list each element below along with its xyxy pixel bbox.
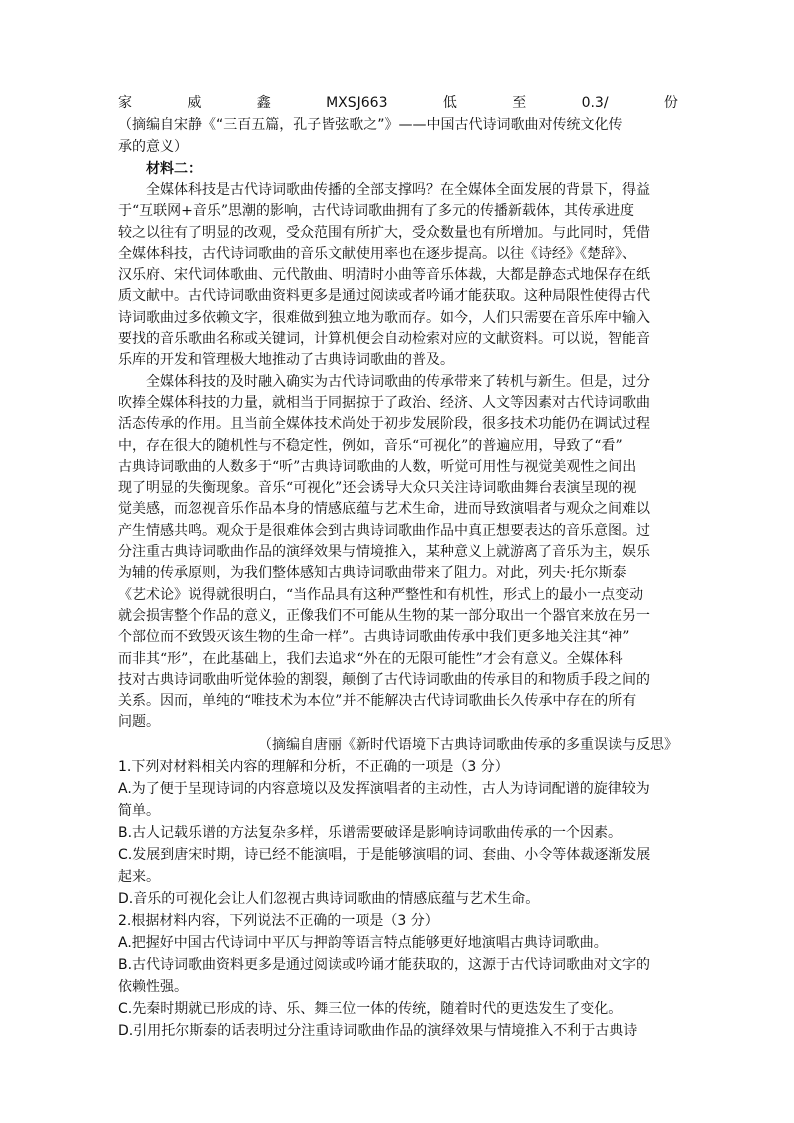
option-c: C.发展到唐宋时期，诗已经不能演唱，于是能够演唱的词、套曲、小令等体裁逐渐发展 xyxy=(118,846,651,863)
paragraph-line: 全媒体科技，古代诗词歌曲的音乐文献使用率也在逐步提高。以往《诗经》《楚辞》、 xyxy=(118,245,636,262)
question-2 xyxy=(118,910,678,1042)
option-d: D.音乐的可视化会让人们忽视古典诗词歌曲的情感底蕴与艺术生命。 xyxy=(118,890,540,907)
material-2-paragraph-1 xyxy=(118,180,678,372)
option-c: C.先秦时期就已形成的诗、乐、舞三位一体的传统，随着时代的更迭发生了变化。 xyxy=(118,1000,623,1017)
option-c-cont: 起来。 xyxy=(118,868,160,885)
paragraph-line: 汉乐府、宋代词体歌曲、元代散曲、明清时小曲等音乐体裁，大都是静态式地保存在纸 xyxy=(118,267,650,284)
paragraph-line: 为辅的传承原则，为我们整体感知古典诗词歌曲带来了阻力。对此，列夫·托尔斯泰 xyxy=(118,565,627,582)
header-token: 家 xyxy=(118,95,132,111)
material-2-paragraph-2 xyxy=(118,372,678,734)
paragraph-line: 技对古典诗词歌曲听觉体验的割裂，颠倒了古代诗词歌曲的传承目的和物质手段之间的 xyxy=(118,671,650,688)
question-stem: 2.根据材料内容，下列说法不正确的一项是（3 分） xyxy=(118,912,439,929)
paragraph-line: 全媒体科技是古代诗词歌曲传播的全部支撑吗？在全媒体全面发展的背景下，得益 xyxy=(146,182,650,198)
paragraph-line: 而非其“形”，在此基础上，我们去追求“外在的无限可能性”才会有意义。全媒体科 xyxy=(118,650,623,667)
paragraph-line: 全媒体科技的及时融入确实为古代诗词歌曲的传承带来了转机与新生。但是，过分 xyxy=(146,373,650,390)
option-a: A.为了便于呈现诗词的内容意境以及发挥演唱者的主动性，古人为诗词配谱的旋律较为 xyxy=(118,780,650,797)
paragraph-line: 古典诗词歌曲的人数多于“听”古典诗词歌曲的人数，听觉可用性与视觉美观性之间出 xyxy=(118,458,637,475)
paragraph-line: 活态传承的作用。且当前全媒体技术尚处于初步发展阶段，很多技术功能仍在调试过程 xyxy=(118,416,650,433)
paragraph-line: 《艺术论》说得就很明白，“当作品具有这种严整性和有机性，形式上的最小一点变动 xyxy=(118,586,644,603)
source-citation-2: （摘编自唐丽《新时代语境下古典诗词歌曲传承的多重误读与反思》 xyxy=(258,736,678,753)
option-d: D.引用托尔斯泰的话表明过分注重诗词歌曲作品的演绎效果与情境推入不利于古典诗 xyxy=(118,1022,638,1039)
paragraph-line: 于“互联网+音乐”思潮的影响，古代诗词歌曲拥有了多元的传播新载体，其传承进度 xyxy=(118,203,635,220)
option-b-cont: 依赖性强。 xyxy=(118,978,188,995)
paragraph-line: 中，存在很大的随机性与不稳定性，例如，音乐“可视化”的普遍应用，导致了“看” xyxy=(118,437,623,454)
paragraph-line: 乐库的开发和管理极大地推动了古典诗词歌曲的普及。 xyxy=(118,352,454,369)
option-a-cont: 简单。 xyxy=(118,802,160,819)
paragraph-line: 觉美感，而忽视音乐作品本身的情感底蕴与艺术生命，进而导致演唱者与观众之间难以 xyxy=(118,501,650,518)
paragraph-line: 质文献中。古代诗词歌曲资料更多是通过阅读或者吟诵才能获取。这种局限性使得古代 xyxy=(118,288,650,305)
source-citation-1: （摘编自宋静《“三百五篇，孔子皆弦歌之”》——中国古代诗词歌曲对传统文化传 xyxy=(118,117,623,133)
paragraph-line: 诗词歌曲过多依赖文字，很难做到独立地为歌而存。如今，人们只需要在音乐库中输入 xyxy=(118,309,650,326)
paragraph-line: 问题。 xyxy=(118,714,160,731)
watermark-header xyxy=(118,92,678,114)
question-1 xyxy=(118,756,678,910)
option-b: B.古代诗词歌曲资料更多是通过阅读或吟诵才能获取的，这源于古代诗词歌曲对文字的 xyxy=(118,956,651,973)
header-token: 鑫 xyxy=(256,95,271,111)
material-2-title: 材料二： xyxy=(146,161,202,177)
paragraph-line: 关系。因而，单纯的“唯技术为本位”并不能解决古代诗词歌曲长久传承中存在的所有 xyxy=(118,693,637,710)
header-token: 威 xyxy=(187,95,202,111)
option-a: A.把握好中国古代诗词中平仄与押韵等语言特点能够更好地演唱古典诗词歌曲。 xyxy=(118,934,608,951)
header-token: 份 xyxy=(663,95,678,111)
source-citation-1-cont: 承的意义） xyxy=(118,139,188,155)
header-token: 至 xyxy=(512,95,527,111)
paragraph-line: 较之以往有了明显的改观，受众范围有所扩大，受众数量也有所增加。与此同时，凭借 xyxy=(118,224,650,241)
paragraph-line: 现了明显的失衡现象。音乐“可视化”还会诱导大众只关注诗词歌曲舞台表演呈现的视 xyxy=(118,480,637,497)
header-token: 0.3/ xyxy=(581,95,609,111)
document-page xyxy=(118,92,678,1042)
question-stem: 1.下列对材料相关内容的理解和分析，不正确的一项是（3 分） xyxy=(118,758,509,775)
header-token: 低 xyxy=(442,95,457,111)
option-b: B.古人记载乐谱的方法复杂多样，乐谱需要破译是影响诗词歌曲传承的一个因素。 xyxy=(118,824,623,841)
paragraph-line: 要找的音乐歌曲名称或关键词，计算机便会自动检索对应的文献资料。可以说，智能音 xyxy=(118,331,650,348)
paragraph-line: 就会损害整个作品的意义，正像我们不可能从生物的某一部分取出一个器官来放在另一 xyxy=(118,607,650,624)
paragraph-line: 分注重古典诗词歌曲作品的演绎效果与情境推入，某种意义上就游离了音乐为主，娱乐 xyxy=(118,544,650,561)
paragraph-line: 吹捧全媒体科技的力量，就相当于同据掠于了政治、经济、人文等因素对古代诗词歌曲 xyxy=(118,394,650,411)
header-token: MXSJ663 xyxy=(326,95,388,111)
paragraph-line: 个部位而不致毁灭该生物的生命一样”。古典诗词歌曲传承中我们更多地关注其“神” xyxy=(118,629,630,646)
paragraph-line: 产生情感共鸣。观众于是很难体会到古典诗词歌曲作品中真正想要表达的音乐意图。过 xyxy=(118,522,650,539)
